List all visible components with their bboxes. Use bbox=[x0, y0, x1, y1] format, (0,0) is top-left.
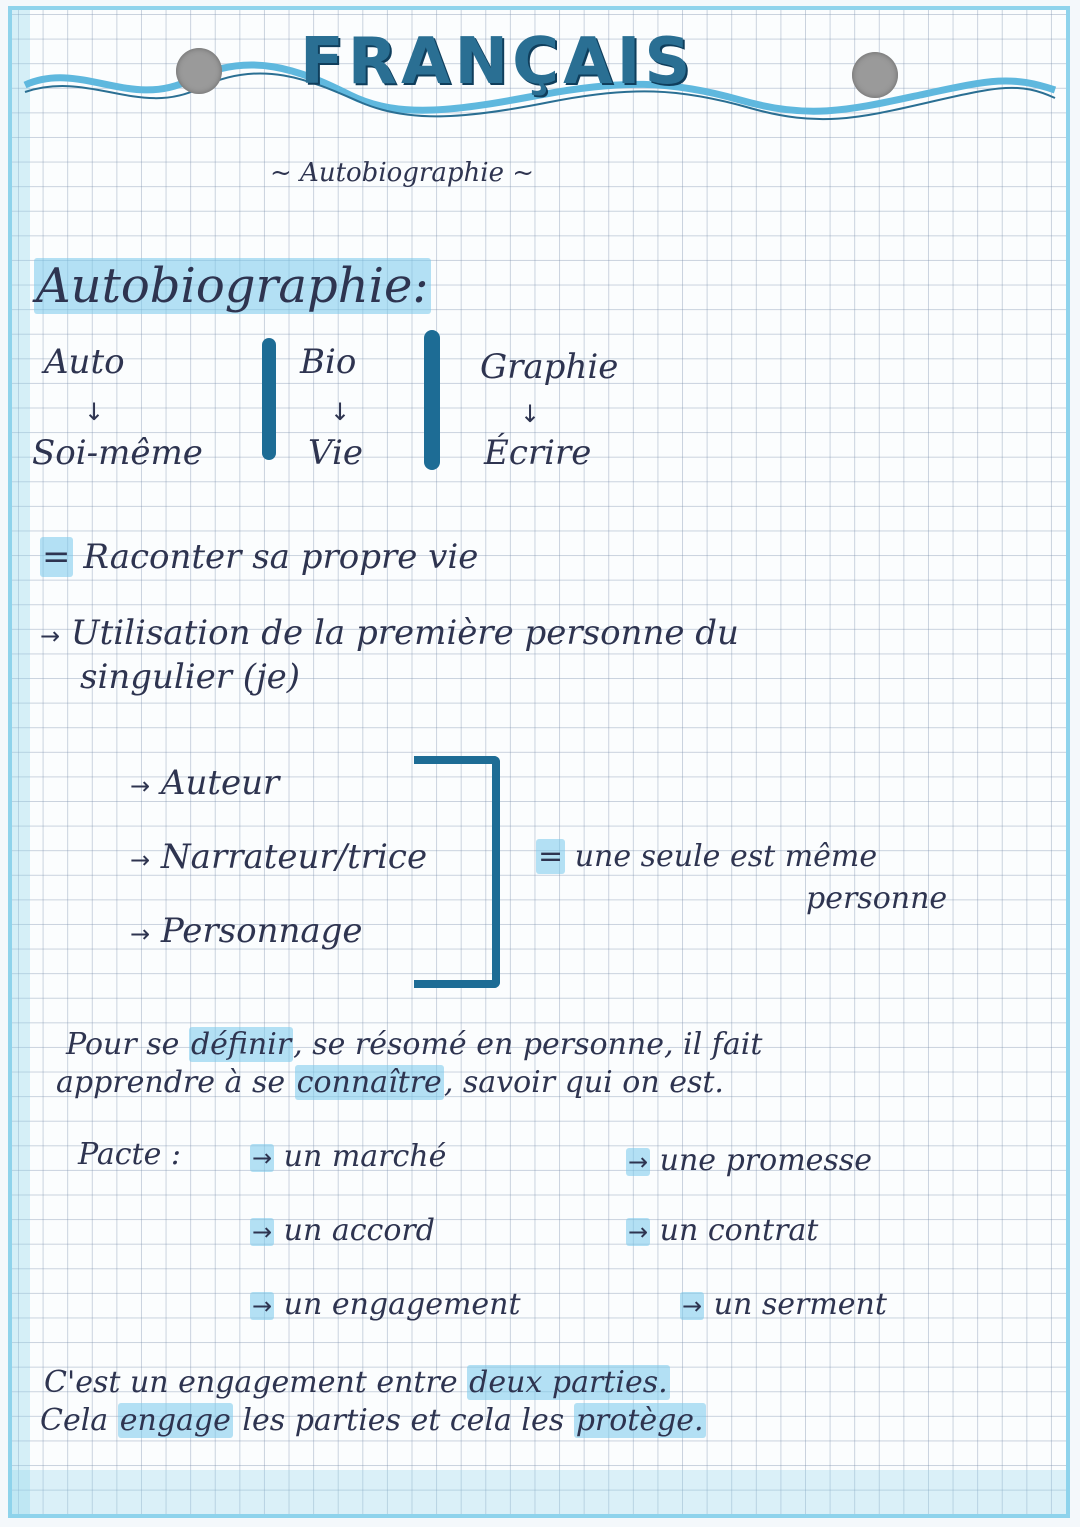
separator-bar bbox=[262, 338, 276, 460]
meaning-graphie: Écrire bbox=[484, 433, 592, 473]
right-arrow-icon: → bbox=[130, 772, 151, 800]
right-arrow-icon: → bbox=[628, 1218, 649, 1246]
right-arrow-icon: → bbox=[252, 1292, 273, 1320]
down-arrow-icon: ↓ bbox=[84, 398, 105, 426]
pacte-left-item: → un accord bbox=[252, 1213, 435, 1248]
root-graphie: Graphie bbox=[480, 347, 619, 387]
section-heading: Autobiographie: bbox=[36, 258, 429, 314]
pacte-left-item: → un marché bbox=[252, 1139, 447, 1174]
roles-result-line-1: = une seule est même bbox=[538, 839, 878, 874]
pacte-left-item: → un engagement bbox=[252, 1287, 521, 1322]
conclusion-line-1: C'est un engagement entre deux parties. bbox=[44, 1365, 668, 1400]
page-title: FRANÇAIS bbox=[300, 25, 695, 99]
pacte-right-item: → un contrat bbox=[628, 1213, 819, 1248]
role-item: → Narrateur/trice bbox=[130, 837, 428, 877]
right-arrow-icon: → bbox=[628, 1148, 649, 1176]
binder-hole-right bbox=[852, 52, 898, 98]
roles-result-line-2: personne bbox=[806, 881, 948, 916]
right-arrow-icon: → bbox=[40, 622, 61, 650]
meaning-auto: Soi-même bbox=[32, 433, 203, 473]
paragraph-line-2: apprendre à se connaître, savoir qui on est. bbox=[56, 1065, 724, 1100]
pacte-label: Pacte : bbox=[78, 1137, 181, 1172]
root-bio: Bio bbox=[300, 342, 357, 382]
role-item: → Personnage bbox=[130, 911, 363, 951]
right-arrow-icon: → bbox=[130, 846, 151, 874]
root-auto: Auto bbox=[44, 342, 125, 382]
left-margin-tint bbox=[8, 6, 30, 1518]
pacte-right-item: → une promesse bbox=[628, 1143, 872, 1178]
right-arrow-icon: → bbox=[252, 1218, 273, 1246]
paragraph-line-1: Pour se définir, se résomé en personne, il fait bbox=[66, 1027, 763, 1062]
role-item: → Auteur bbox=[130, 763, 280, 803]
right-arrow-icon: → bbox=[682, 1292, 703, 1320]
bracket bbox=[414, 756, 500, 988]
right-arrow-icon: → bbox=[252, 1144, 273, 1172]
meaning-bio: Vie bbox=[308, 433, 363, 473]
bottom-margin-tint bbox=[8, 1470, 1070, 1518]
definition-line: = Raconter sa propre vie bbox=[42, 537, 479, 577]
down-arrow-icon: ↓ bbox=[520, 400, 541, 428]
conclusion-line-2: Cela engage les parties et cela les protège. bbox=[40, 1403, 704, 1438]
down-arrow-icon: ↓ bbox=[330, 398, 351, 426]
right-arrow-icon: → bbox=[130, 920, 151, 948]
binder-hole-left bbox=[176, 48, 222, 94]
usage-line-1: → Utilisation de la première personne du bbox=[40, 613, 739, 653]
pacte-right-item: → un serment bbox=[682, 1287, 887, 1322]
usage-line-2: singulier (je) bbox=[80, 657, 301, 697]
grid-paper-sheet bbox=[8, 6, 1070, 1518]
page-subtitle: ~ Autobiographie ~ bbox=[270, 158, 534, 188]
separator-bar bbox=[424, 330, 440, 470]
